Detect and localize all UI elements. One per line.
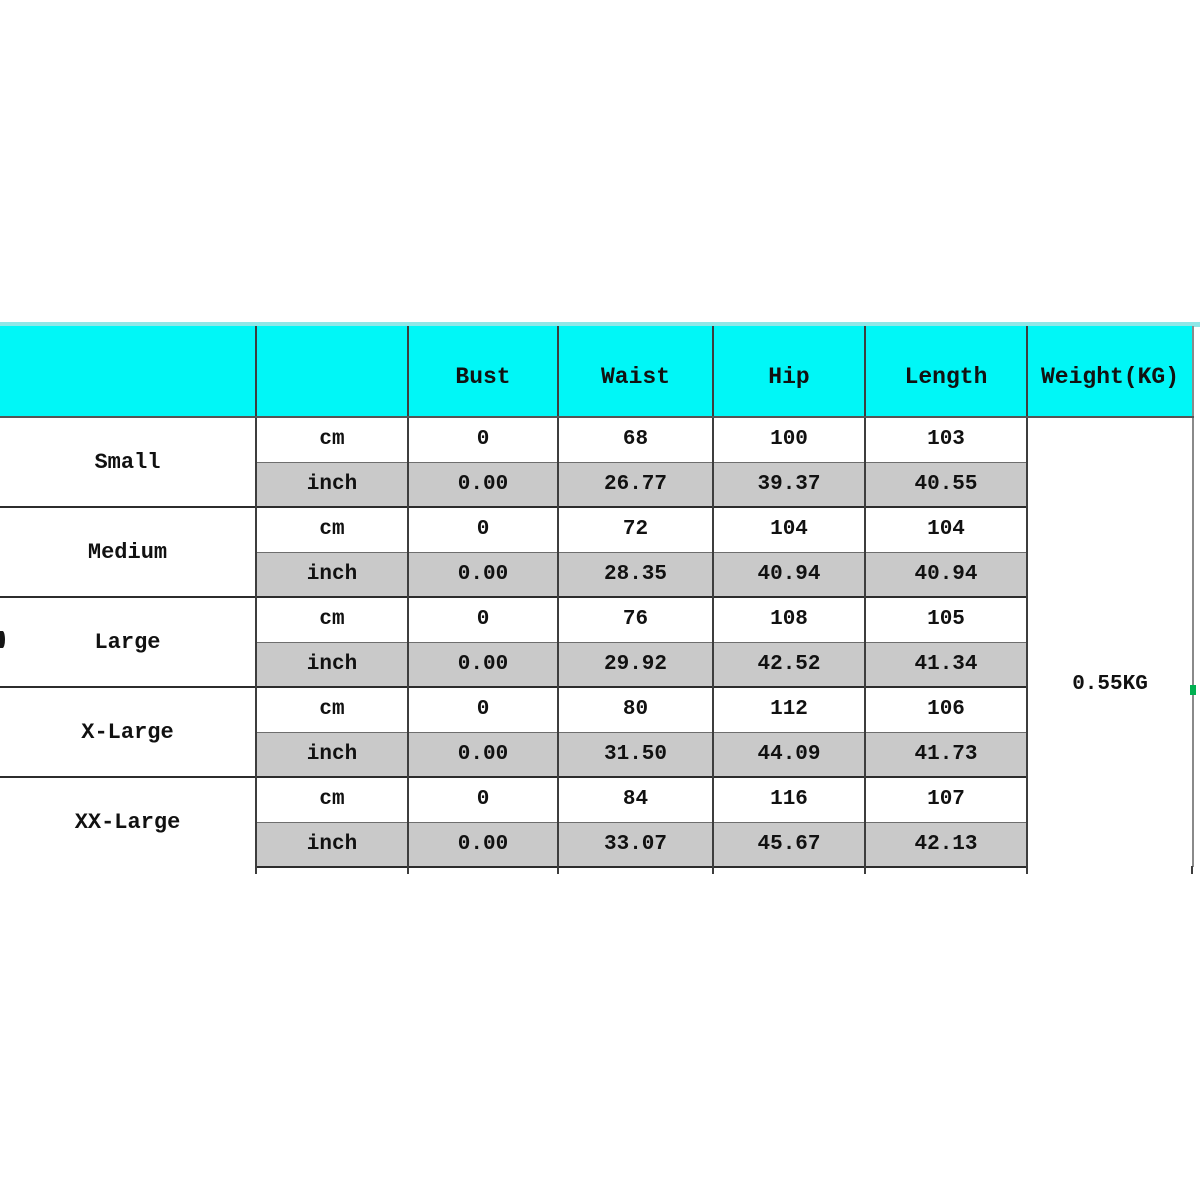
size-label-small: Small: [0, 417, 256, 507]
cell-waist: 68: [558, 417, 713, 462]
unit-label: cm: [256, 687, 408, 732]
cell-length: 106: [865, 687, 1027, 732]
cell-hip: 39.37: [713, 462, 865, 507]
header-bust: Bust: [408, 326, 558, 417]
cell-hip: 112: [713, 687, 865, 732]
unit-label: cm: [256, 777, 408, 822]
size-label-xlarge: X-Large: [0, 687, 256, 777]
table-edge-stub: [1026, 866, 1028, 874]
table-edge-stub: [1191, 866, 1193, 874]
row-medium-cm: [0, 507, 1193, 552]
cell-length: 40.94: [865, 552, 1027, 597]
row-xxlarge-cm: [0, 777, 1193, 822]
cell-bust: 0.00: [408, 642, 558, 687]
cell-length: 42.13: [865, 822, 1027, 867]
table-edge-stub: [712, 866, 714, 874]
unit-label: cm: [256, 597, 408, 642]
header-weight: Weight(KG): [1027, 326, 1193, 417]
cell-length: 105: [865, 597, 1027, 642]
cell-bust: 0: [408, 687, 558, 732]
cell-hip: 100: [713, 417, 865, 462]
size-label-xxlarge: XX-Large: [0, 777, 256, 867]
cell-length: 40.55: [865, 462, 1027, 507]
cell-waist: 29.92: [558, 642, 713, 687]
cell-waist: 33.07: [558, 822, 713, 867]
cell-hip: 40.94: [713, 552, 865, 597]
row-large-cm: [0, 597, 1193, 642]
header-length: Length: [865, 326, 1027, 417]
table-edge-stub: [557, 866, 559, 874]
table-edge-stub: [407, 866, 409, 874]
green-selection-tick: [1190, 685, 1196, 695]
cell-hip: 104: [713, 507, 865, 552]
cell-hip: 108: [713, 597, 865, 642]
cell-length: 41.34: [865, 642, 1027, 687]
cell-waist: 80: [558, 687, 713, 732]
unit-label: inch: [256, 642, 408, 687]
weight-value: 0.55KG: [1072, 673, 1148, 696]
row-xlarge-cm: [0, 687, 1193, 732]
cell-length: 104: [865, 507, 1027, 552]
cell-length: 103: [865, 417, 1027, 462]
header-waist: Waist: [558, 326, 713, 417]
unit-label: cm: [256, 417, 408, 462]
header-hip: Hip: [713, 326, 865, 417]
cell-waist: 26.77: [558, 462, 713, 507]
left-edge-artifact: [0, 631, 5, 648]
header-unit-blank: [256, 326, 408, 417]
cell-waist: 84: [558, 777, 713, 822]
cell-bust: 0.00: [408, 462, 558, 507]
cell-waist: 31.50: [558, 732, 713, 777]
size-label-medium: Medium: [0, 507, 256, 597]
cell-bust: 0.00: [408, 822, 558, 867]
header-size-blank: [0, 326, 256, 417]
cell-bust: 0.00: [408, 732, 558, 777]
cell-waist: 72: [558, 507, 713, 552]
row-small-cm: [0, 417, 1193, 462]
cell-waist: 76: [558, 597, 713, 642]
cell-bust: 0: [408, 777, 558, 822]
cell-length: 107: [865, 777, 1027, 822]
unit-label: inch: [256, 552, 408, 597]
unit-label: inch: [256, 462, 408, 507]
cell-hip: 42.52: [713, 642, 865, 687]
cell-hip: 44.09: [713, 732, 865, 777]
unit-label: cm: [256, 507, 408, 552]
cell-bust: 0: [408, 417, 558, 462]
cell-hip: 45.67: [713, 822, 865, 867]
cell-hip: 116: [713, 777, 865, 822]
cell-bust: 0: [408, 597, 558, 642]
cell-bust: 0.00: [408, 552, 558, 597]
cell-length: 41.73: [865, 732, 1027, 777]
unit-label: inch: [256, 732, 408, 777]
table-edge-stub: [864, 866, 866, 874]
unit-label: inch: [256, 822, 408, 867]
cell-bust: 0: [408, 507, 558, 552]
weight-value-cell: [1027, 417, 1193, 867]
cell-waist: 28.35: [558, 552, 713, 597]
size-label-large: Large: [0, 597, 256, 687]
header-row: [0, 326, 1193, 417]
table-edge-stub: [255, 866, 257, 874]
size-chart-table: [0, 326, 1194, 868]
